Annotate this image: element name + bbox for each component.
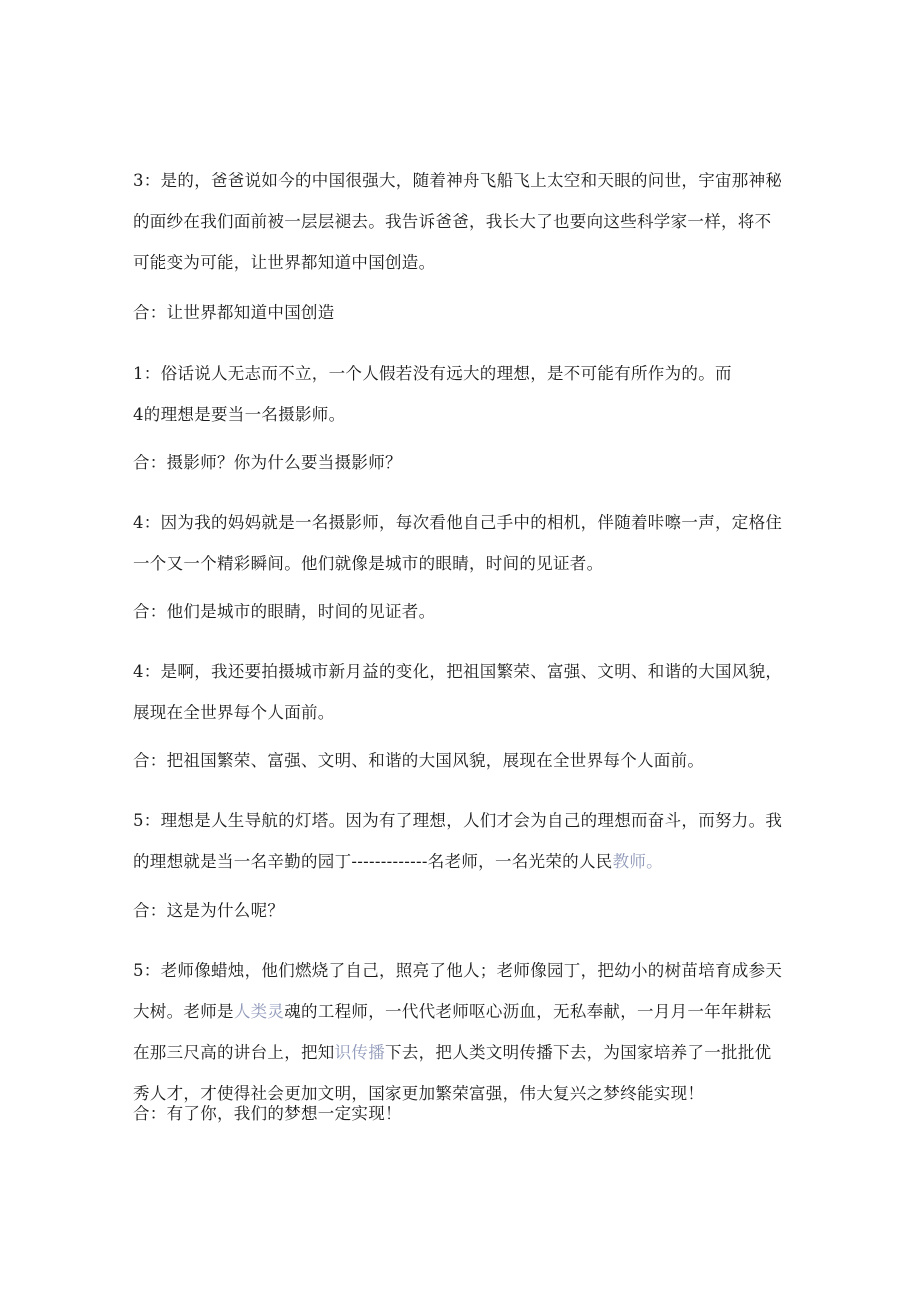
paragraph-chorus: 合：把祖国繁荣、富强、文明、和谐的大国风貌，展现在全世界每个人面前。 bbox=[133, 751, 705, 770]
text-line: 可能变为可能，让世界都知道中国创造。 bbox=[133, 253, 436, 272]
text-line: 5：理想是人生导航的灯塔。因为有了理想，人们才会为自己的理想而奋斗，而努力。我 bbox=[133, 811, 783, 830]
paragraph-speaker-4 bbox=[133, 651, 793, 733]
text-line: 的面纱在我们面前被一层层褪去。我告诉爸爸，我长大了也要向这些科学家一样，将不 bbox=[133, 212, 772, 231]
paragraph-speaker-4 bbox=[133, 502, 793, 584]
text-line: 展现在全世界每个人面前。 bbox=[133, 703, 335, 722]
text-line bbox=[133, 991, 793, 1032]
text-line: 5：老师像蜡烛，他们燃烧了自己，照亮了他人；老师像园丁，把幼小的树苗培育成参天 bbox=[133, 961, 783, 980]
text-line: 3：是的，爸爸说如今的中国很强大，随着神舟飞船飞上太空和天眼的问世，宇宙那神秘 bbox=[133, 171, 783, 190]
paragraph-speaker-3 bbox=[133, 160, 793, 283]
text-line: 4的理想是要当一名摄影师。 bbox=[133, 405, 346, 424]
hyperlink-teacher[interactable]: 教师。 bbox=[612, 852, 663, 871]
text-line: 4：是啊，我还要拍摄城市新月益的变化，把祖国繁荣、富强、文明、和谐的大国风貌， bbox=[133, 662, 783, 681]
text-segment: 在那三尺高的讲台上，把知 bbox=[133, 1043, 335, 1062]
text-line bbox=[133, 1032, 793, 1073]
text-line: 1：俗话说人无志而不立，一个人假若没有远大的理想，是不可能有所作为的。而 bbox=[133, 364, 732, 383]
text-segment: 魂的工程师，一代代老师呕心沥血，无私奉献，一月月一年年耕耘 bbox=[284, 1002, 772, 1021]
text-line: 4：因为我的妈妈就是一名摄影师，每次看他自己手中的相机，伴随着咔嚓一声，定格住 bbox=[133, 513, 783, 532]
paragraph-chorus: 合：他们是城市的眼睛，时间的见证者。 bbox=[133, 602, 436, 621]
text-segment: 下去，把人类文明传播下去，为国家培养了一批批优 bbox=[385, 1043, 772, 1062]
hyperlink-human-soul[interactable]: 人类灵 bbox=[233, 1002, 285, 1021]
text-line: 一个又一个精彩瞬间。他们就像是城市的眼睛，时间的见证者。 bbox=[133, 554, 604, 573]
paragraph-chorus: 合：让世界都知道中国创造 bbox=[133, 303, 335, 322]
hyperlink-knowledge-spread[interactable]: 识传播 bbox=[334, 1043, 386, 1062]
paragraph-chorus: 合：这是为什么呢？ bbox=[133, 901, 285, 920]
paragraph-chorus: 合：有了你，我们的梦想一定实现！ bbox=[133, 1104, 402, 1123]
text-segment: 大树。老师是 bbox=[133, 1002, 234, 1021]
paragraph-speaker-5 bbox=[133, 950, 793, 1114]
text-line bbox=[133, 841, 793, 882]
paragraph-chorus: 合：摄影师？你为什么要当摄影师？ bbox=[133, 453, 402, 472]
text-segment: 的理想就是当一名辛勤的园丁-------------名老师，一名光荣的人民 bbox=[133, 852, 613, 871]
paragraph-speaker-1 bbox=[133, 353, 793, 435]
text-line: 秀人才，才使得社会更加文明，国家更加繁荣富强，伟大复兴之梦终能实现！ bbox=[133, 1084, 705, 1103]
paragraph-speaker-5 bbox=[133, 800, 793, 882]
